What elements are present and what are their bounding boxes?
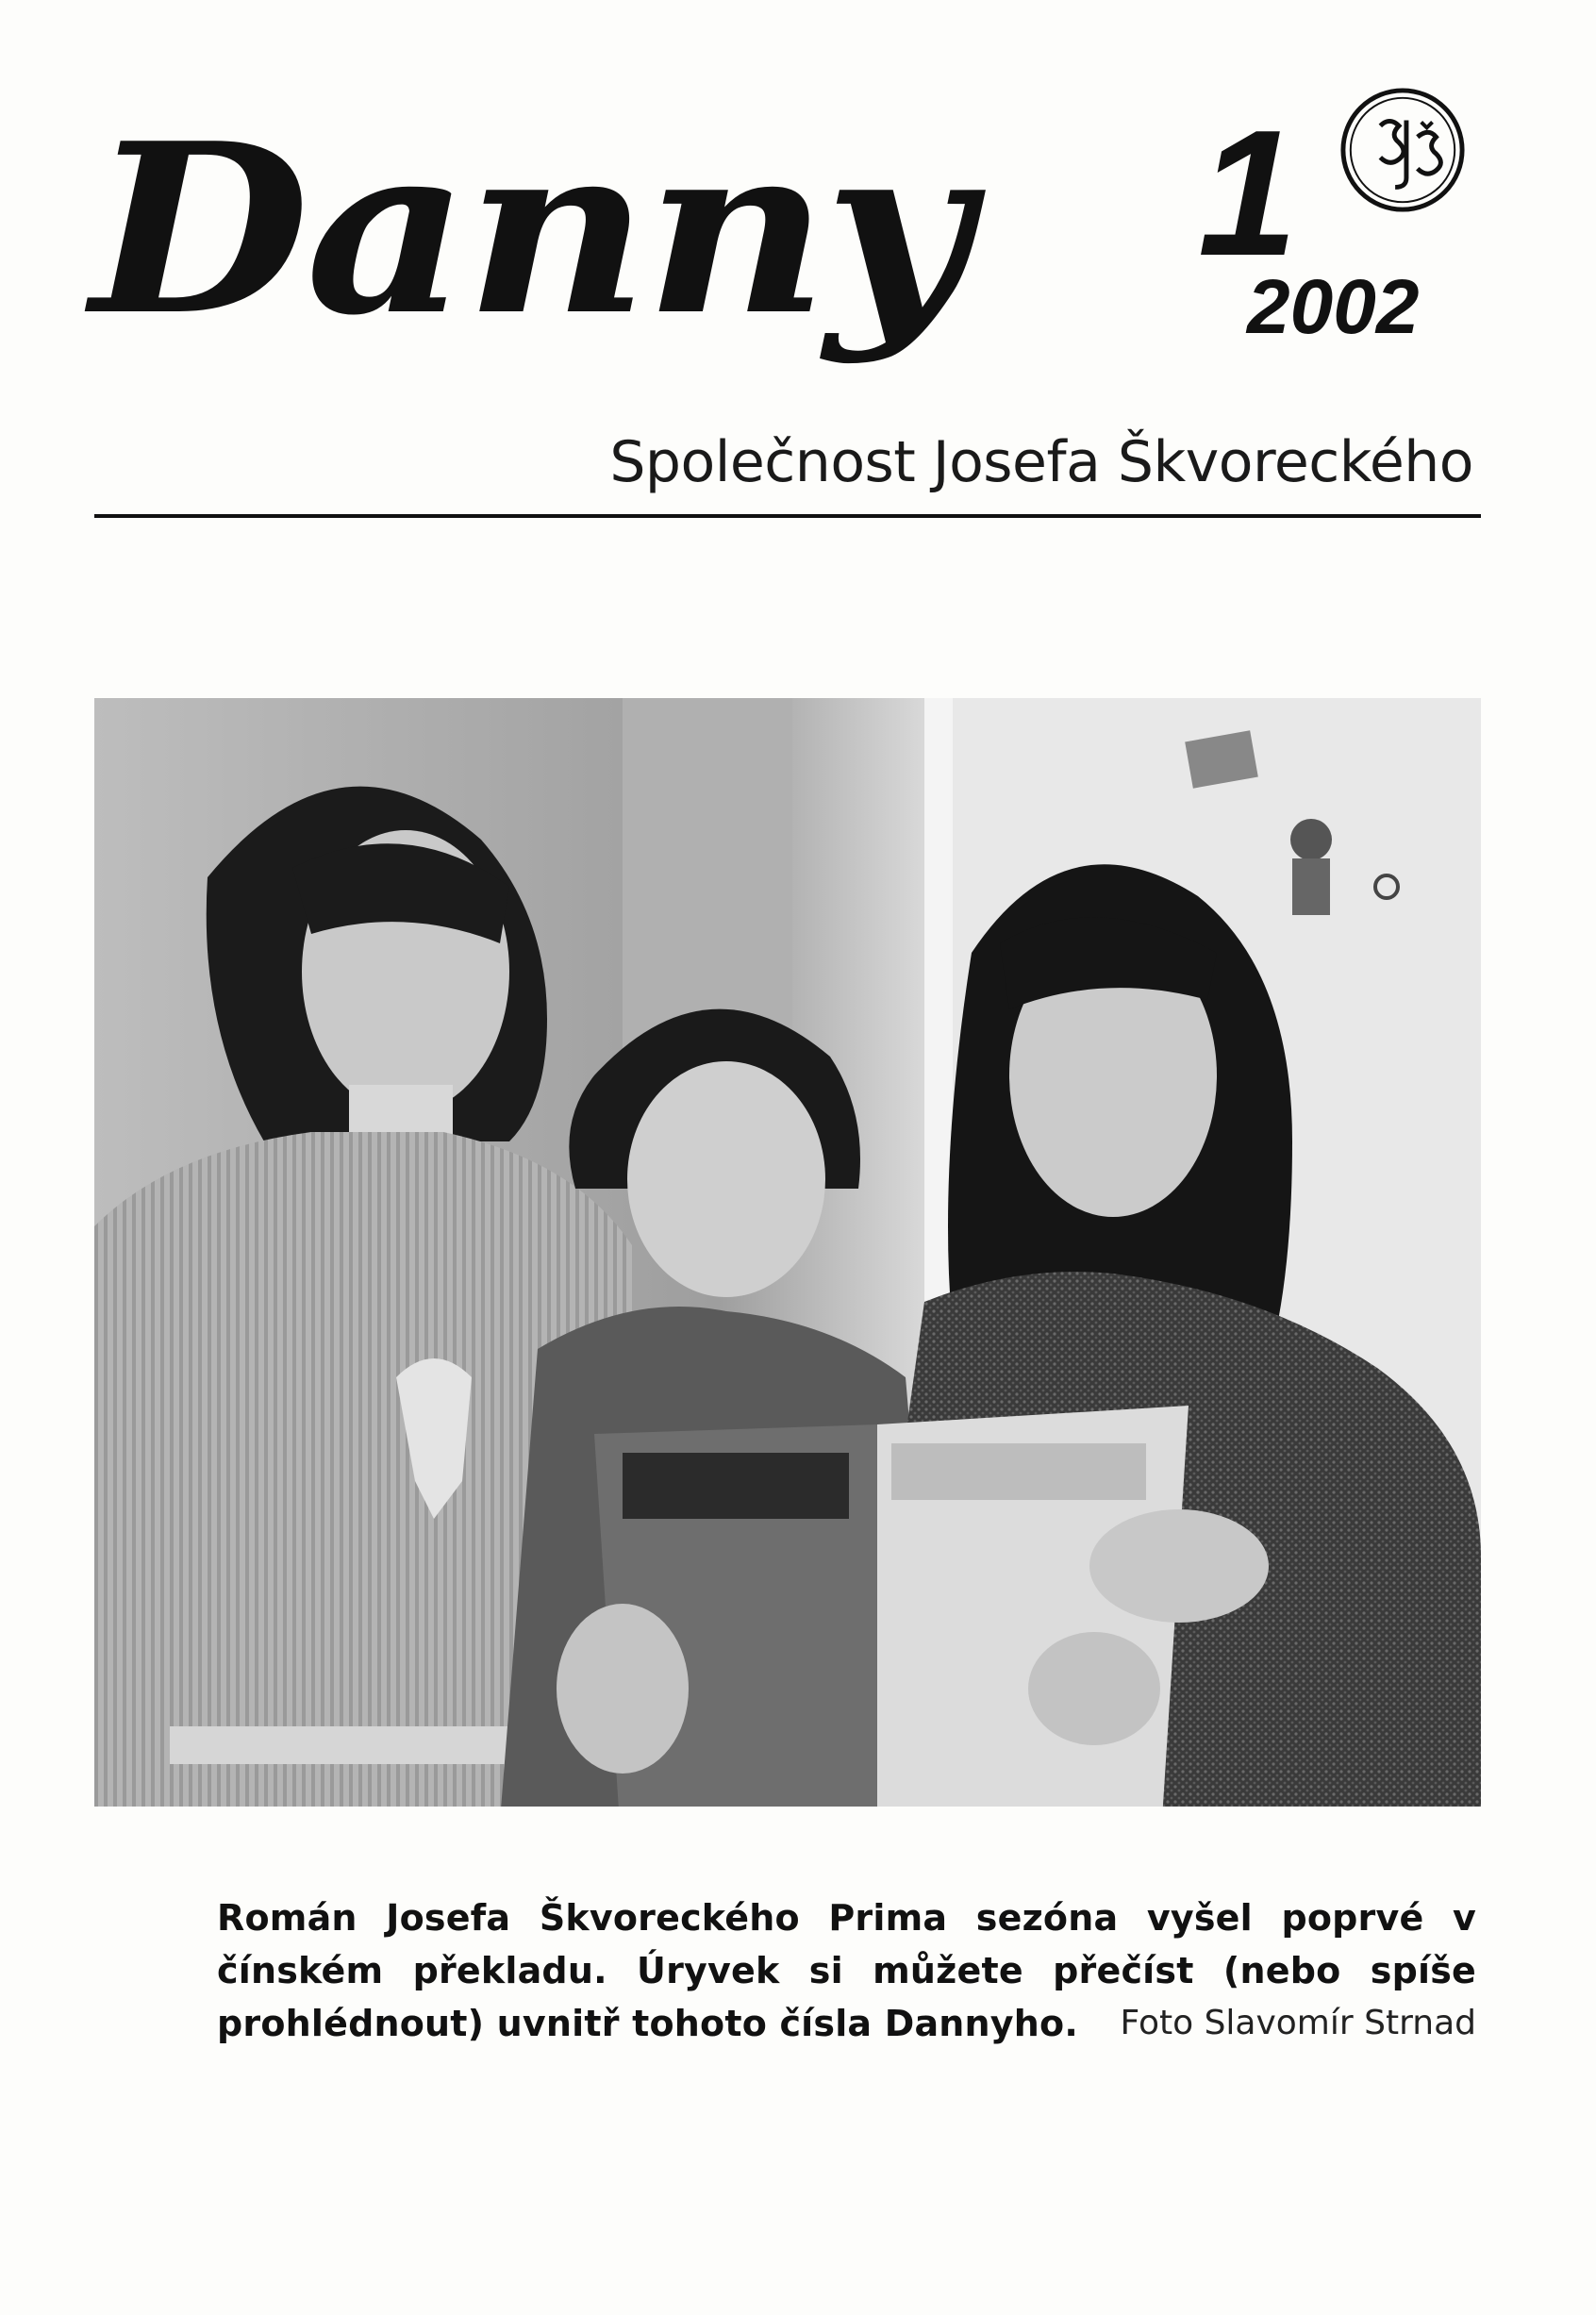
magazine-title: Danny: [91, 92, 968, 367]
caption-text: Román Josefa Škvoreckého Prima sezóna vyšel poprvé v čínském překladu. Úryvek si můžete přečíst (nebo spíše prohlédnout) uvnitř tohoto čísla Dannyho.: [217, 1897, 1476, 2044]
publisher-name: Společnost Josefa Škvoreckého: [609, 429, 1473, 495]
photo-credit: Foto Slavomír Strnad: [1120, 2004, 1476, 2042]
sjs-seal-icon: [1338, 85, 1468, 215]
cover-photo: [94, 698, 1481, 1807]
issue-number: 1: [1198, 93, 1298, 293]
masthead: [0, 0, 1596, 528]
cover-caption: [217, 1891, 1476, 2050]
header-divider: [94, 514, 1481, 518]
issue-year: 2002: [1247, 264, 1420, 350]
